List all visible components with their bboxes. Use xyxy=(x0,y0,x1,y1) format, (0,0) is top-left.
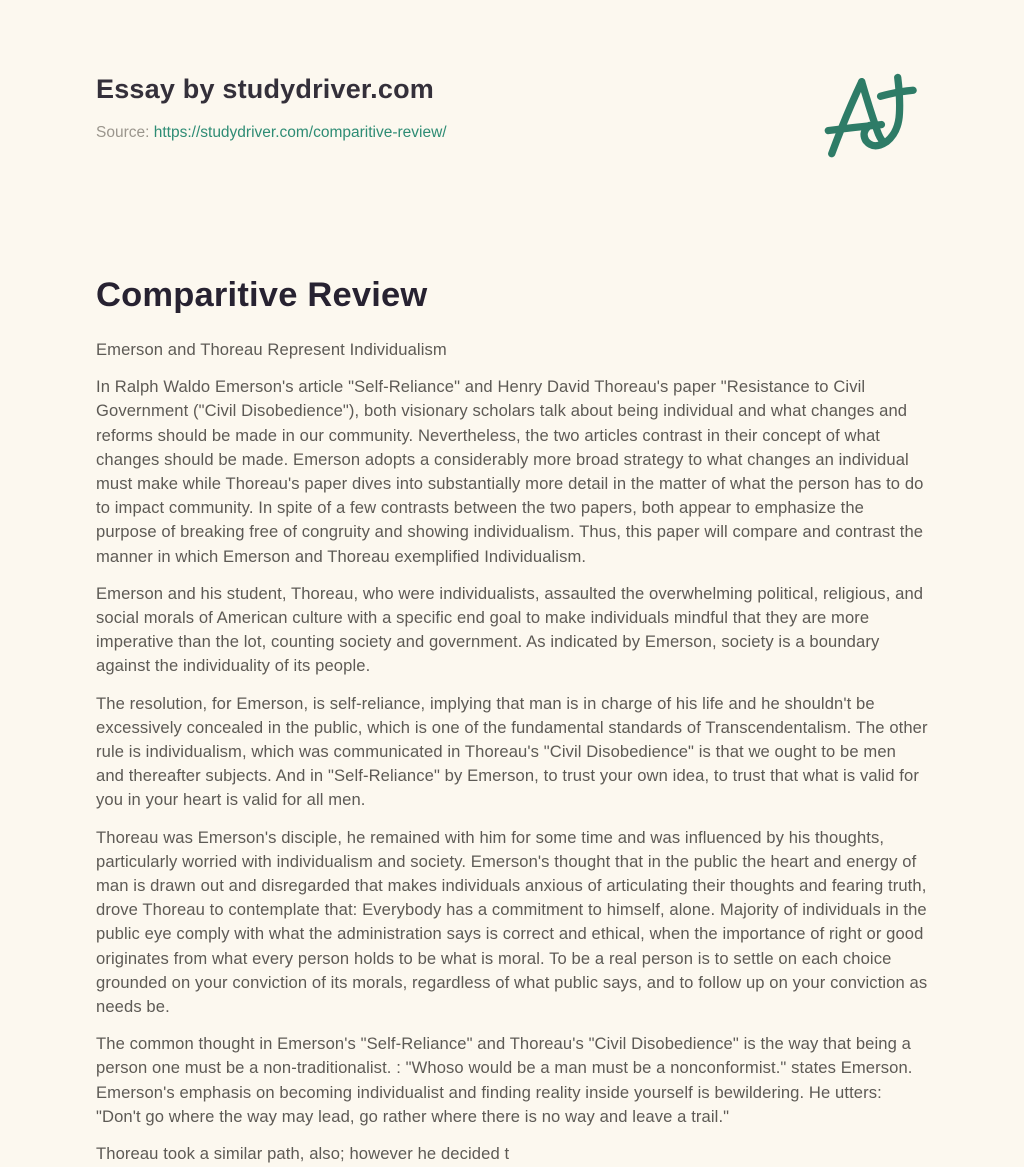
page-header xyxy=(96,72,928,171)
essay-by-heading: Essay by studydriver.com xyxy=(96,74,434,104)
source-url-link[interactable]: https://studydriver.com/comparitive-review/ xyxy=(153,124,447,141)
source-line xyxy=(96,122,447,144)
essay-subtitle: Emerson and Thoreau Represent Individualism xyxy=(96,340,447,359)
essay-paragraph: The common thought in Emerson's "Self-Reliance" and Thoreau's "Civil Disobedience" is the way that being a person one must be a non-traditionalist. : "Whoso would be a man must be a nonconformist." states Emerson. Emerson's emphasis on becoming individualist and finding reality inside yourself is bewildering. He utters: "Don't go where the way may lead, go rather where there is no way and leave a trail." xyxy=(96,1034,913,1126)
essay-paragraph: The resolution, for Emerson, is self-reliance, implying that man is in charge of his life and he shouldn't be excessively concealed in the public, which is one of the fundamental standards of Transcendentalism. The other rule is individualism, which was communicated in Thoreau's "Civil Disobedience" is that we ought to be men and thereafter subjects. And in "Self-Reliance" by Emerson, to trust your own idea, to trust that what is valid for you in your heart is valid for all men. xyxy=(96,693,928,810)
essay-paragraph-cutoff: Thoreau took a similar path, also; however he decided t xyxy=(96,1144,510,1164)
source-label: Source: xyxy=(96,124,150,141)
essay-paragraph: In Ralph Waldo Emerson's article "Self-Reliance" and Henry David Thoreau's paper "Resistance to Civil Government ("Civil Disobedience"), both visionary scholars talk about being individual and what changes and reforms should be made in our community. Nevertheless, the two articles contrast in their concept of what changes should be made. Emerson adopts a considerably more broad strategy to what changes an individual must make while Thoreau's paper dives into substantially more detail in the matter of what the person has to do to impact community. In spite of a few contrasts between the two papers, both appear to emphasize the purpose of breaking free of congruity and showing individualism. Thus, this paper will compare and contrast the manner in which Emerson and Thoreau exemplified Individualism. xyxy=(96,377,924,566)
essay-paragraph: Thoreau was Emerson's disciple, he remained with him for some time and was influenced by his thoughts, particularly worried with individualism and society. Emerson's thought that in the public the heart and energy of man is drawn out and disregarded that makes individuals anxious of articulating their thoughts and fearing truth, drove Thoreau to contemplate that: Everybody has a commitment to himself, alone. Majority of individuals in the public eye comply with what the administration says is correct and ethical, when the importance of right or good originates from what every person holds to be what is moral. To be a real person is to settle on each choice grounded on your conviction of its morals, regardless of what public says, and to follow up on your conviction as needs be. xyxy=(96,827,928,1017)
header-left xyxy=(96,72,447,144)
essay-paragraph: Emerson and his student, Thoreau, who were individualists, assaulted the overwhelming political, religious, and social morals of American culture with a specific end goal to make individuals mindful that they are more imperative than the lot, counting society and government. As indicated by Emerson, society is a boundary against the individuality of its people. xyxy=(96,583,924,676)
document-title: Comparitive Review xyxy=(96,276,428,314)
essay-body xyxy=(96,338,928,1166)
studydriver-a-plus-logo-icon xyxy=(824,66,920,171)
